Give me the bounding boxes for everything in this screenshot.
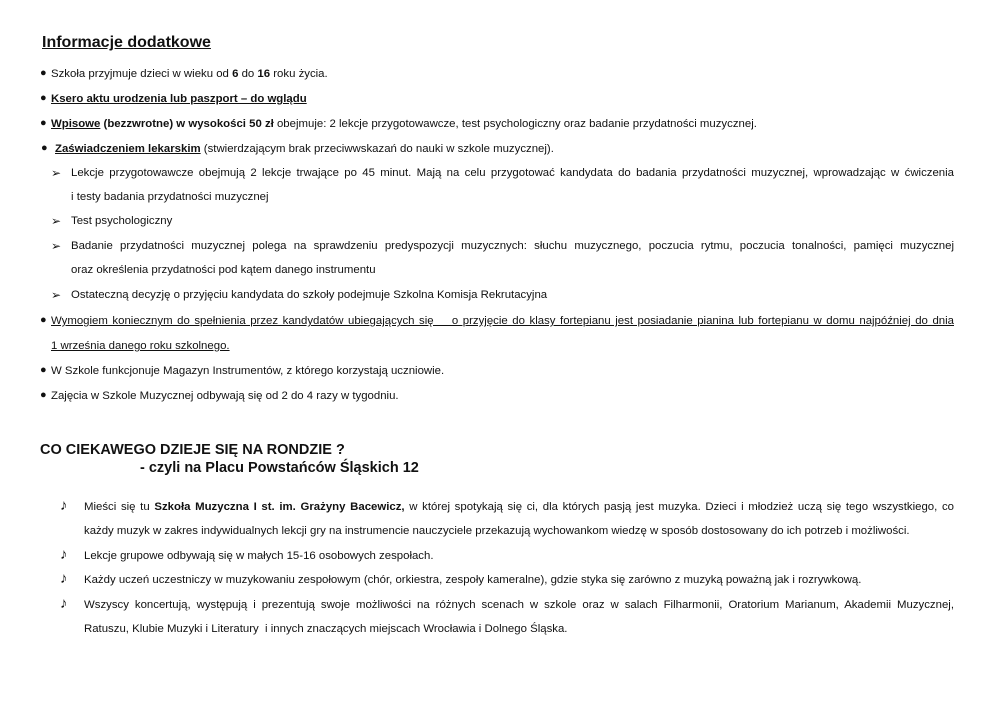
bullet-dot: ●: [40, 364, 47, 376]
bullet-dot: ●: [40, 117, 47, 129]
requirement-line1: Wymogiem koniecznym do spełnienia przez kandydatów ubiegających się o przyjęcie do klasy fortepianu jest posiadanie pianina lub fortepianu w domu najpóźniej do dnia: [51, 315, 954, 327]
sub3-line1: Badanie przydatności muzycznej polega na sprawdzeniu predyspozycji muzycznych: słuchu muzycznego, poczucia rytmu, poczucia tonalności, pamięci muzycznej: [71, 240, 954, 252]
sub4-line: Ostateczną decyzję o przyjęciu kandydata do szkoły podejmuje Szkolna Komisja Rekrutacyjna: [71, 289, 548, 301]
bullet-dot: ●: [40, 314, 47, 326]
item2-line: Lekcje grupowe odbywają się w małych 15-16 osobowych zespołach.: [84, 550, 434, 562]
item4-line2: Ratuszu, Klubie Muzyki i Literatury i innych znaczących miejscach Wrocławia i Dolnego Śląska.: [84, 623, 568, 635]
music-note-icon: ♪: [60, 595, 68, 612]
sub2-line: Test psychologiczny: [71, 215, 173, 227]
music-note-icon: ♪: [60, 546, 68, 563]
wpisowe-line: Wpisowe (bezzwrotne) w wysokości 50 zł obejmuje: 2 lekcje przygotowawcze, test psychologiczny oraz badanie przydatności muzycznej.: [51, 118, 757, 130]
arrow-bullet-icon: ➢: [51, 288, 62, 302]
item1-line2: każdy muzyk w zakres indywidualnych lekcji gry na instrumencie nauczyciele przekazują wychowankom wiedzę w sposób dostosowany do ich potrzeb i możliwości.: [84, 525, 910, 537]
ksero-line: Ksero aktu urodzenia lub paszport – do wglądu: [51, 93, 307, 105]
item1-line1: Mieści się tu Szkoła Muzyczna I st. im. Grażyny Bacewicz, w której spotykają się ci, dla których pasją jest muzyka. Dzieci i młodzież uczą się tego wszystkiego, co: [84, 501, 954, 513]
bullet-dot: ●: [40, 67, 47, 79]
arrow-bullet-icon: ➢: [51, 239, 62, 253]
sub1-line2: i testy badania przydatności muzycznej: [71, 191, 269, 203]
bullet-dot: ●: [41, 142, 48, 154]
arrow-bullet-icon: ➢: [51, 166, 62, 180]
section-title-rondo: CO CIEKAWEGO DZIEJE SIĘ NA RONDZIE ?: [40, 442, 345, 458]
section-subtitle-rondo: - czyli na Placu Powstańców Śląskich 12: [140, 460, 419, 476]
magazyn-line: W Szkole funkcjonuje Magazyn Instrumentów, z którego korzystają uczniowie.: [51, 365, 445, 377]
bullet-dot: ●: [40, 389, 47, 401]
item4-line1: Wszyscy koncertują, występują i prezentują swoje możliwości na różnych scenach w szkole oraz w salach Filharmonii, Oratorium Marianum, Akademii Muzycznej,: [84, 599, 954, 611]
section-title-informacje: Informacje dodatkowe: [42, 34, 211, 51]
arrow-bullet-icon: ➢: [51, 214, 62, 228]
requirement-line2: 1 września danego roku szkolnego.: [51, 340, 230, 352]
bullet-dot: ●: [40, 92, 47, 104]
sub1-line1: Lekcje przygotowawcze obejmują 2 lekcje trwające po 45 minut. Mają na celu przygotować kandydata do badania przydatności muzycznej, wprowadzając w ćwiczenia: [71, 167, 954, 179]
zaswiadczenie-line: Zaświadczeniem lekarskim (stwierdzającym brak przeciwwskazań do nauki w szkole muzycznej).: [55, 143, 554, 155]
music-note-icon: ♪: [60, 570, 68, 587]
music-note-icon: ♪: [60, 497, 68, 514]
sub3-line2: oraz określenia przydatności pod kątem danego instrumentu: [71, 264, 376, 276]
zajecia-line: Zajęcia w Szkole Muzycznej odbywają się od 2 do 4 razy w tygodniu.: [51, 390, 399, 402]
item3-line: Każdy uczeń uczestniczy w muzykowaniu zespołowym (chór, orkiestra, zespoły kameralne), gdzie styka się zarówno z muzyką poważną jak i rozrywkową.: [84, 574, 862, 586]
age-line: Szkoła przyjmuje dzieci w wieku od 6 do 16 roku życia.: [51, 68, 328, 80]
